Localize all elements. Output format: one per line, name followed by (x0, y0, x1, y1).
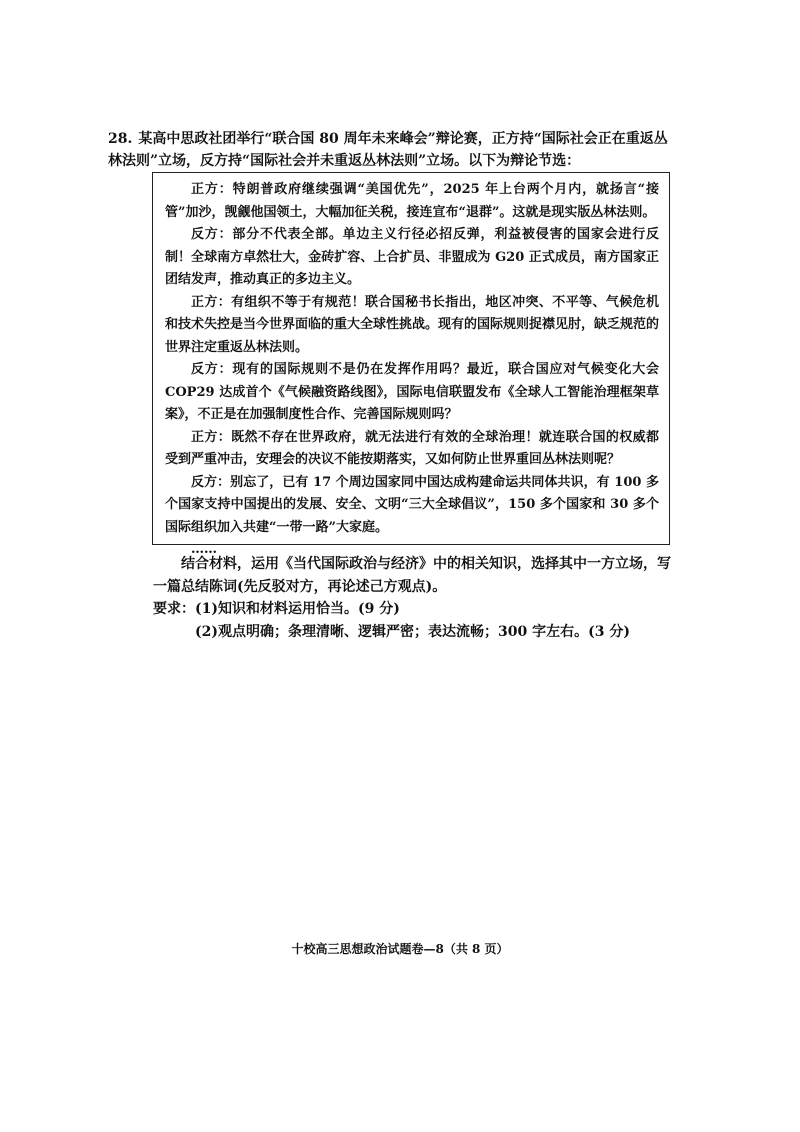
requirement-1: 要求：(1)知识和材料运用恰当。(9 分) (153, 601, 400, 617)
speaker-label: 反方： (191, 474, 231, 490)
turn-text: 既然不存在世界政府，就无法进行有效的全球治理！就连联合国的权威都受到严重冲击，安理会的决议不能按期落实，又如何防止世界重回丛林法则呢？ (165, 429, 659, 467)
question-stem (108, 128, 678, 172)
question-number: 28. (108, 131, 133, 147)
speaker-label: 反方： (191, 227, 233, 242)
debate-turn (165, 179, 659, 224)
task-section (153, 553, 673, 643)
debate-turn (165, 472, 659, 540)
turn-text: 有组织不等于有规范！联合国秘书长指出，地区冲突、不平等、气候危机和技术失控是当今世界面临的重大全球性挑战。现有的国际规则捉襟见肘，缺乏规范的世界注定重返丛林法则。 (165, 294, 660, 355)
debate-turn (165, 427, 659, 472)
debate-turn (165, 292, 659, 360)
question-stem-text: 某高中思政社团举行“联合国 80 周年未来峰会”辩论赛，正方持“国际社会正在重返丛林法则”立场，反方持“国际社会并未重返丛林法则”立场。以下为辩论节选： (108, 131, 668, 169)
page-footer: 十校高三思想政治试题卷—8（共 8 页） (291, 942, 509, 956)
debate-turn (165, 224, 659, 292)
speaker-label: 正方： (191, 182, 233, 197)
speaker-label: 正方： (191, 429, 232, 445)
speaker-label: 反方： (191, 362, 233, 377)
requirement-2: (2)观点明确；条理清晰、逻辑严密；表达流畅；300 字左右。(3 分) (195, 623, 630, 640)
turn-text: 现有的国际规则不是仍在发挥作用吗？最近，联合国应对气候变化大会 COP29 达成首个《气候融资路线图》，国际电信联盟发布《全球人工智能治理框架草案》，不正是在加强制度性合作、完善国际规则吗？ (165, 362, 659, 422)
debate-excerpt-box (152, 172, 670, 557)
turn-text: 部分不代表全部。单边主义行径必招反弹，利益被侵害的国家会进行反制！全球南方卓然壮大，金砖扩容、上合扩员、非盟成为 G20 正式成员，南方国家正团结发声，推动真正的多边主义。 (165, 227, 659, 287)
debate-ellipsis: …… (191, 542, 217, 557)
turn-text: 特朗普政府继续强调“美国优先”，2025 年上台两个月内，就扬言“接管”加沙，觊觎他国领土，大幅加征关税，接连宣布“退群”。这就是现实版丛林法则。 (165, 182, 659, 220)
debate-turn (165, 359, 659, 427)
task-instruction: 结合材料，运用《当代国际政治与经济》中的相关知识，选择其中一方立场，写一篇总结陈词(先反驳对方，再论述己方观点)。 (153, 556, 671, 595)
speaker-label: 正方： (191, 294, 232, 310)
turn-text: 别忘了，已有 17 个周边国家同中国达成构建命运共同体共识，有 100 多个国家支持中国提出的发展、安全、文明“三大全球倡议”，150 多个国家和 30 多个国际组织加入共建“一带一路”大家庭。 (165, 474, 659, 535)
